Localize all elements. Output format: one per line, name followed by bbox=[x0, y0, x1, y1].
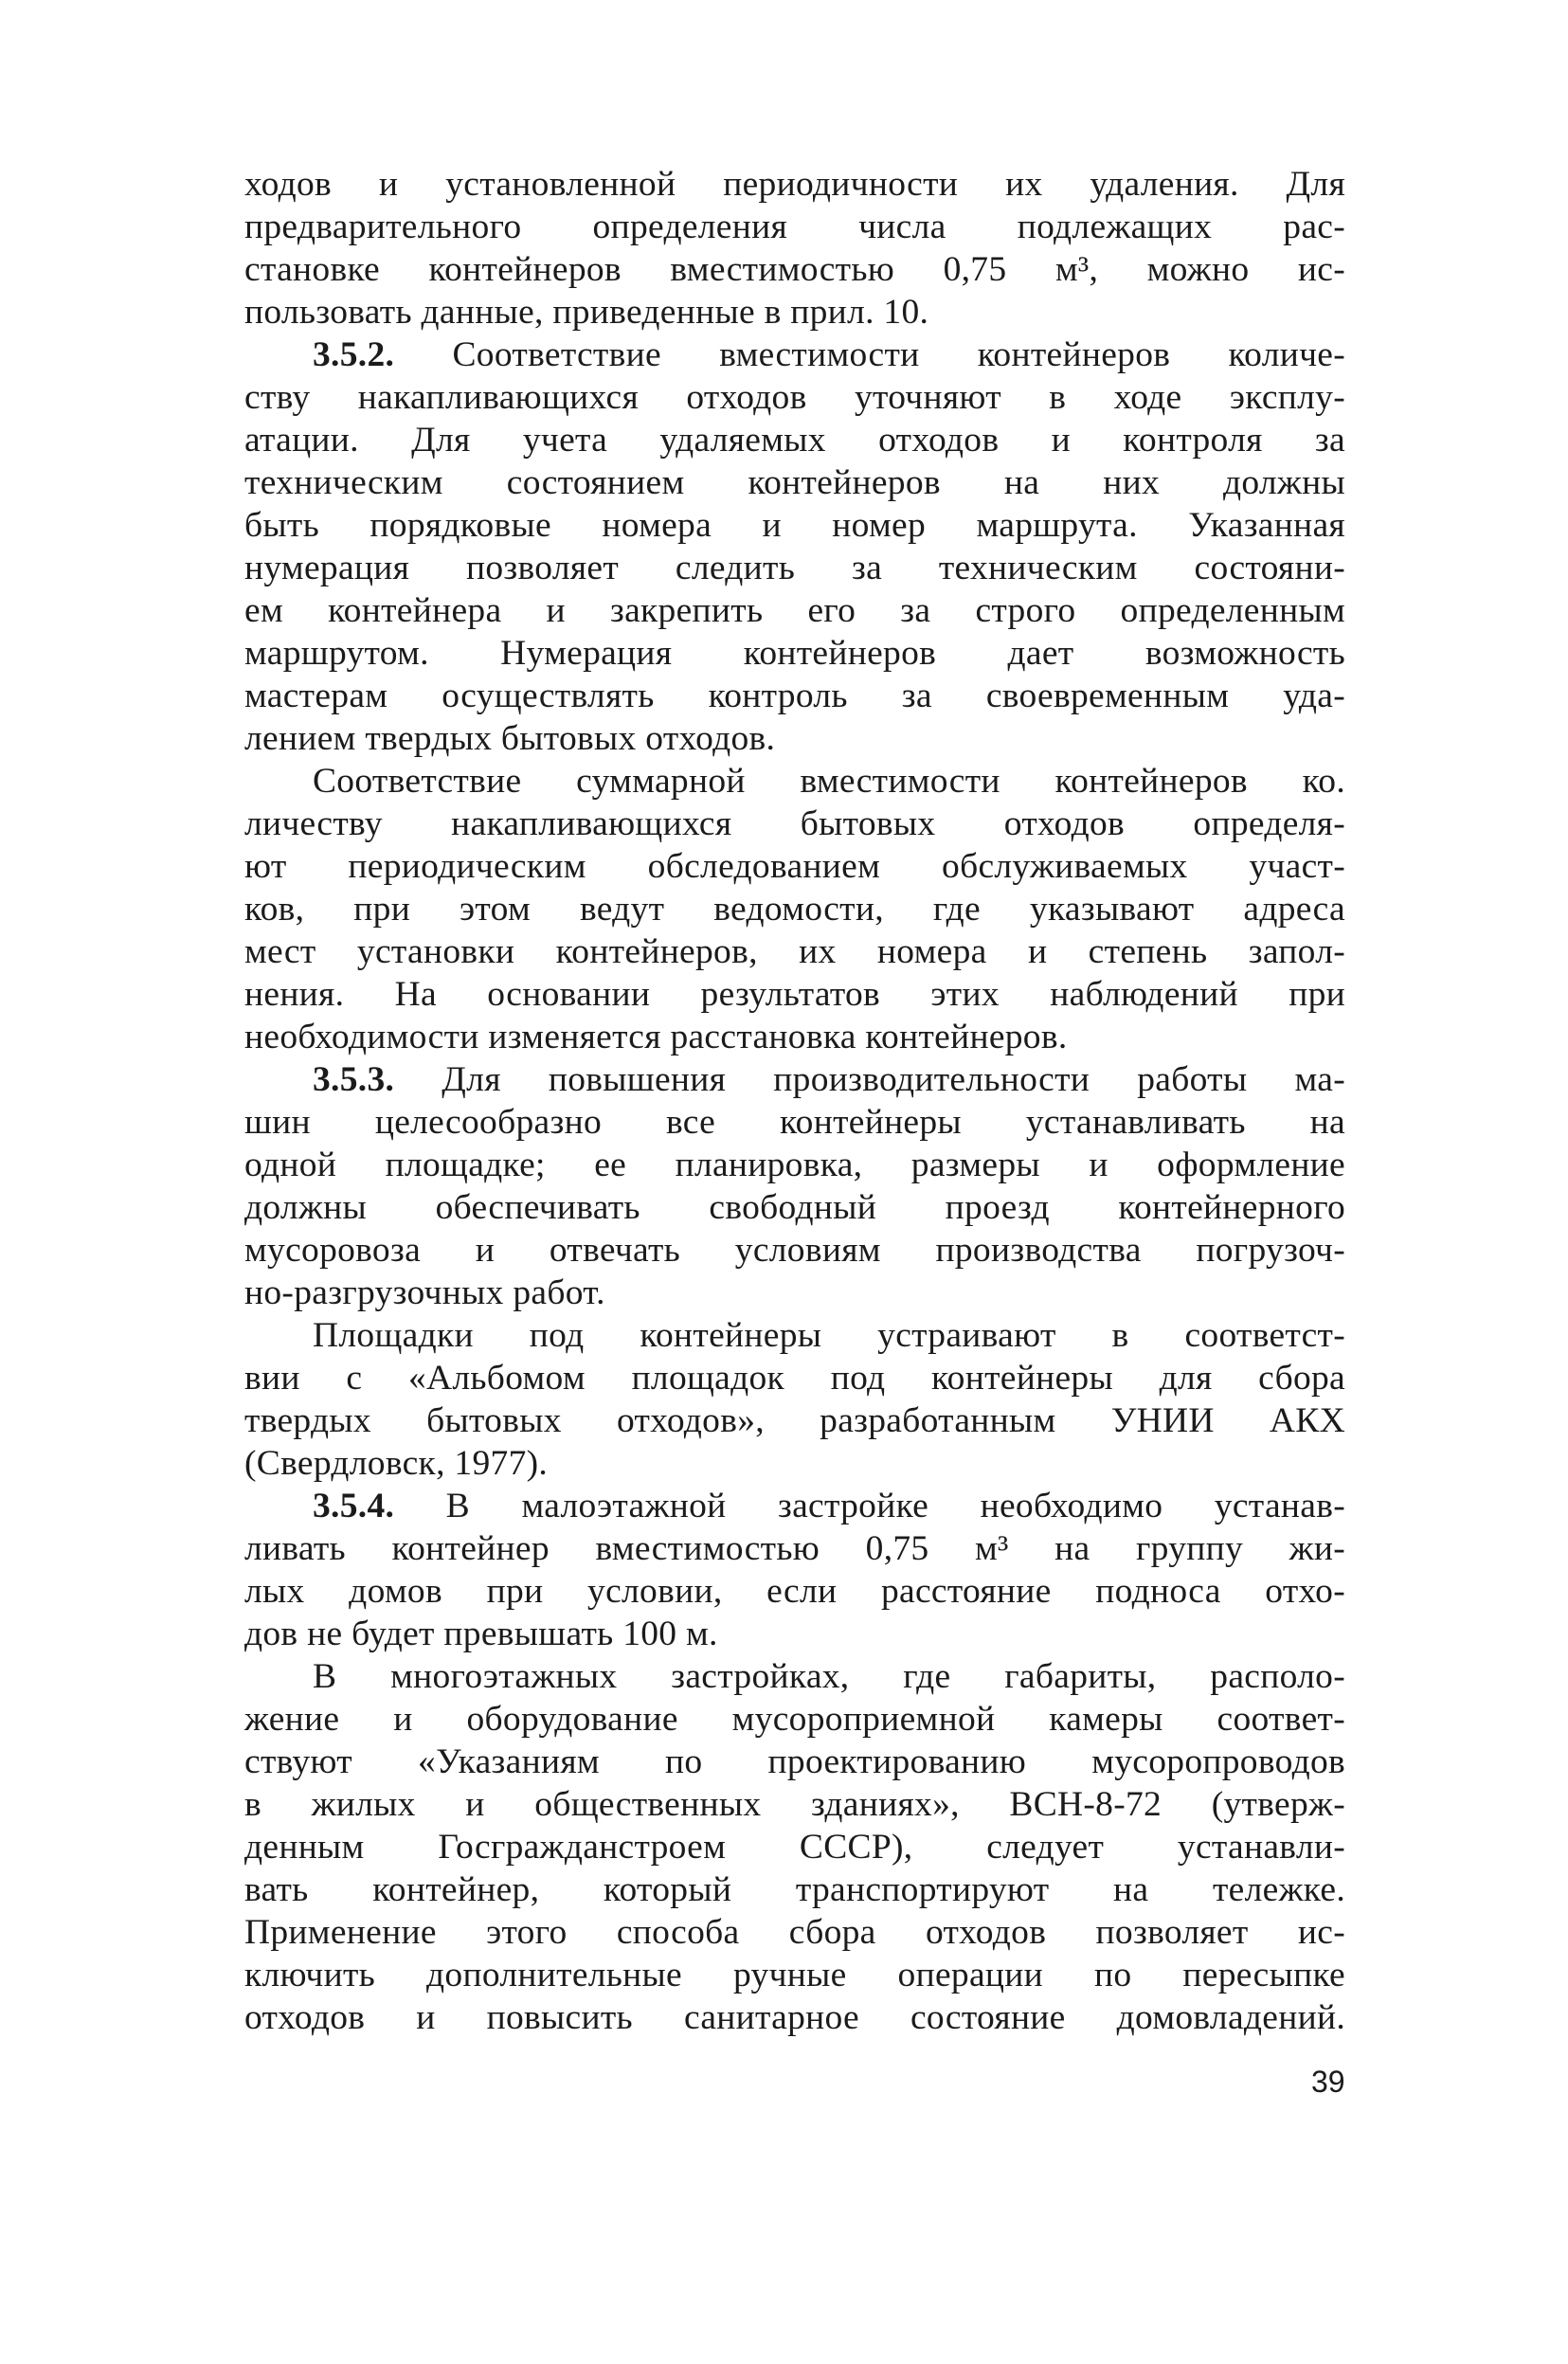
line-text: вать контейнер, который транспортируют на тележке. bbox=[244, 1870, 1345, 1909]
line-text: В многоэтажных застройках, где габариты, располо- bbox=[313, 1657, 1345, 1696]
text-line bbox=[244, 547, 1345, 589]
text-line bbox=[244, 589, 1345, 632]
text-line bbox=[244, 1144, 1345, 1186]
line-text: лением твердых бытовых отходов. bbox=[244, 719, 776, 758]
text-line bbox=[244, 248, 1345, 291]
line-text: Применение этого способа сбора отходов позволяет ис- bbox=[244, 1913, 1345, 1952]
line-text: вии с «Альбомом площадок под контейнеры для сбора bbox=[244, 1359, 1345, 1398]
line-text: (Свердловск, 1977). bbox=[244, 1444, 549, 1483]
text-line bbox=[244, 760, 1345, 803]
text-line bbox=[244, 803, 1345, 845]
line-text: ствуют «Указаниям по проектированию мусоропроводов bbox=[244, 1742, 1345, 1781]
text-line bbox=[244, 1868, 1345, 1911]
page-number: 39 bbox=[1311, 2065, 1345, 2099]
line-text: мест установки контейнеров, их номера и степень запол- bbox=[244, 932, 1345, 971]
text-line bbox=[244, 1698, 1345, 1741]
text-line bbox=[244, 973, 1345, 1016]
line-text: одной площадке; ее планировка, размеры и оформление bbox=[244, 1146, 1345, 1184]
text-line bbox=[244, 1954, 1345, 1996]
text-line bbox=[244, 1485, 1345, 1527]
line-text: жение и оборудование мусороприемной камеры соответ- bbox=[244, 1700, 1345, 1739]
line-text: ков, при этом ведут ведомости, где указывают адреса bbox=[244, 890, 1345, 929]
line-text: в жилых и общественных зданиях», ВСН-8-72 (утверж- bbox=[244, 1785, 1345, 1824]
text-line bbox=[244, 206, 1345, 248]
text-line bbox=[244, 888, 1345, 930]
line-text: отходов и повысить санитарное состояние домовладений. bbox=[244, 1998, 1345, 2037]
text-line bbox=[244, 1229, 1345, 1272]
line-text: Соответствие вместимости контейнеров количе- bbox=[394, 335, 1345, 374]
text-line bbox=[244, 1655, 1345, 1698]
text-line bbox=[244, 504, 1345, 547]
text-line bbox=[244, 1399, 1345, 1442]
line-text: шин целесообразно все контейнеры устанавливать на bbox=[244, 1103, 1345, 1142]
text-line bbox=[244, 1527, 1345, 1570]
line-text: денным Госгражданстроем СССР), следует устанавли- bbox=[244, 1828, 1345, 1867]
line-text: техническим состоянием контейнеров на них должны bbox=[244, 463, 1345, 502]
line-text: твердых бытовых отходов», разработанным УНИИ АКХ bbox=[244, 1401, 1345, 1440]
text-line bbox=[244, 1783, 1345, 1826]
line-text: лых домов при условии, если расстояние подноса отхо- bbox=[244, 1572, 1345, 1611]
line-text: личеству накапливающихся бытовых отходов определя- bbox=[244, 804, 1345, 843]
text-line bbox=[244, 461, 1345, 504]
line-text: атации. Для учета удаляемых отходов и контроля за bbox=[244, 421, 1345, 460]
text-line bbox=[244, 930, 1345, 973]
text-line bbox=[244, 1741, 1345, 1783]
line-text: ем контейнера и закрепить его за строго определенным bbox=[244, 591, 1345, 630]
line-text: Для повышения производительности работы ма- bbox=[394, 1060, 1345, 1099]
line-text: быть порядковые номера и номер маршрута. Указанная bbox=[244, 506, 1345, 545]
text-line bbox=[244, 1826, 1345, 1868]
text-line bbox=[244, 291, 1345, 334]
page-body bbox=[244, 163, 1345, 2039]
text-line bbox=[244, 1314, 1345, 1357]
text-line bbox=[244, 376, 1345, 419]
text-line bbox=[244, 1357, 1345, 1399]
line-text: предварительного определения числа подлежащих рас- bbox=[244, 208, 1345, 246]
line-text: Соответствие суммарной вместимости контейнеров ко. bbox=[313, 762, 1345, 801]
line-text: мастерам осуществлять контроль за своевременным уда- bbox=[244, 677, 1345, 715]
text-line bbox=[244, 1058, 1345, 1101]
text-line bbox=[244, 1613, 1345, 1655]
line-text: Площадки под контейнеры устраивают в соответст- bbox=[313, 1316, 1345, 1355]
text-line bbox=[244, 845, 1345, 888]
line-text: ходов и установленной периодичности их удаления. Для bbox=[244, 165, 1345, 204]
text-line bbox=[244, 419, 1345, 461]
text-line bbox=[244, 1016, 1345, 1058]
text-line bbox=[244, 163, 1345, 206]
text-line bbox=[244, 1570, 1345, 1613]
line-text: дов не будет превышать 100 м. bbox=[244, 1615, 718, 1653]
line-text: становке контейнеров вместимостью 0,75 м³, можно ис- bbox=[244, 250, 1345, 289]
line-text: ству накапливающихся отходов уточняют в ходе эксплу- bbox=[244, 378, 1345, 417]
text-line bbox=[244, 1911, 1345, 1954]
line-text: мусоровоза и отвечать условиям производства погрузоч- bbox=[244, 1231, 1345, 1270]
line-text: ключить дополнительные ручные операции по пересыпке bbox=[244, 1956, 1345, 1994]
text-line bbox=[244, 1996, 1345, 2039]
section-number: 3.5.2. bbox=[313, 335, 395, 374]
text-line bbox=[244, 1101, 1345, 1144]
line-text: должны обеспечивать свободный проезд контейнерного bbox=[244, 1188, 1345, 1227]
text-line bbox=[244, 675, 1345, 717]
line-text: но-разгрузочных работ. bbox=[244, 1273, 605, 1312]
line-text: ют периодическим обследованием обслуживаемых участ- bbox=[244, 847, 1345, 886]
text-line bbox=[244, 1186, 1345, 1229]
line-text: нумерация позволяет следить за техническим состояни- bbox=[244, 549, 1345, 587]
text-line bbox=[244, 334, 1345, 376]
section-number: 3.5.3. bbox=[313, 1060, 395, 1099]
line-text: В малоэтажной застройке необходимо устанав- bbox=[394, 1487, 1345, 1525]
text-line bbox=[244, 1272, 1345, 1314]
line-text: пользовать данные, приведенные в прил. 10. bbox=[244, 293, 929, 332]
line-text: необходимости изменяется расстановка контейнеров. bbox=[244, 1018, 1068, 1056]
line-text: ливать контейнер вместимостью 0,75 м³ на группу жи- bbox=[244, 1529, 1345, 1568]
text-line bbox=[244, 717, 1345, 760]
line-text: маршрутом. Нумерация контейнеров дает возможность bbox=[244, 634, 1345, 673]
text-line bbox=[244, 1442, 1345, 1485]
line-text: нения. На основании результатов этих наблюдений при bbox=[244, 975, 1345, 1014]
section-number: 3.5.4. bbox=[313, 1487, 395, 1525]
text-line bbox=[244, 632, 1345, 675]
